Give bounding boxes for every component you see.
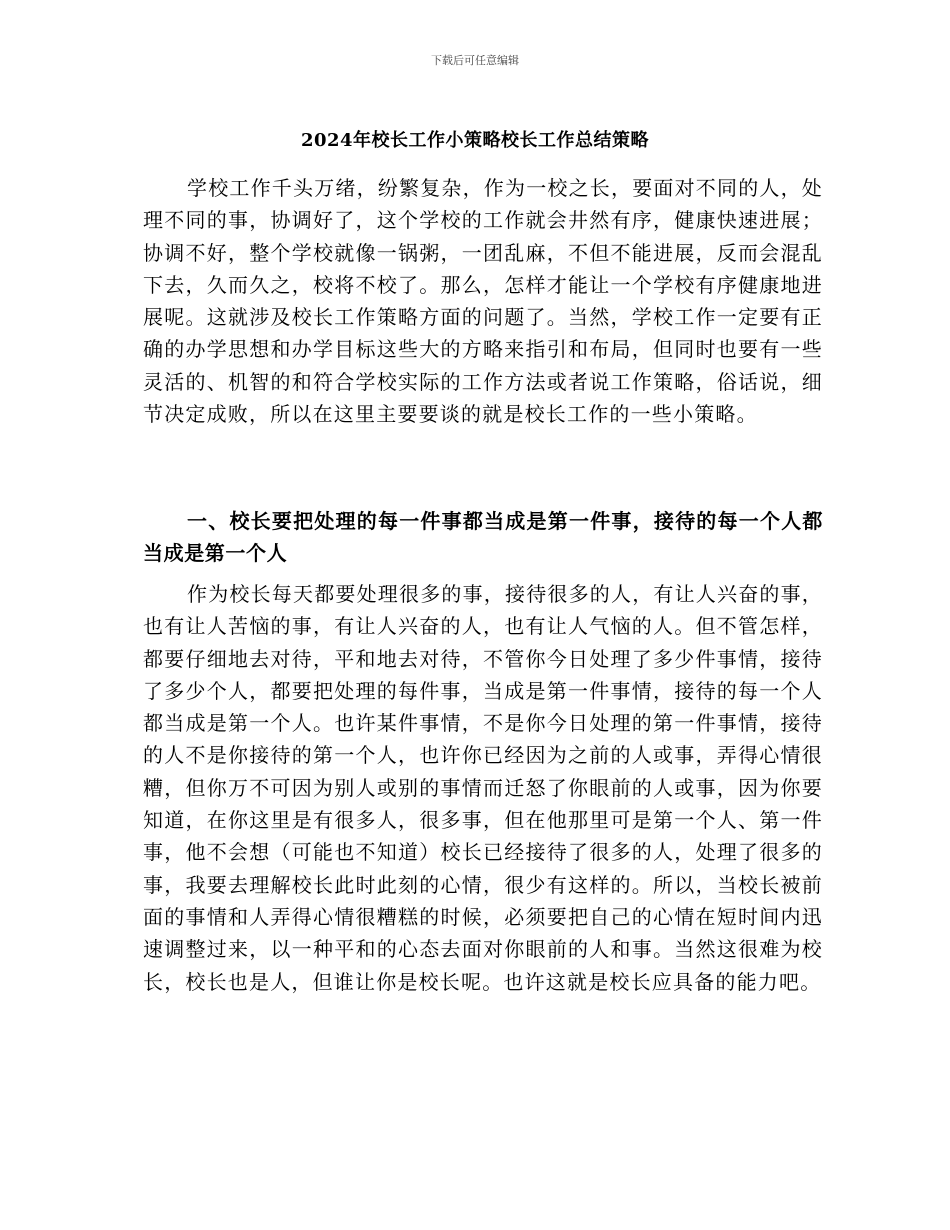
document-title: 2024年校长工作小策略校长工作总结策略: [300, 130, 650, 151]
section-heading-1: 一、校长要把处理的每一件事都当成是第一件事，接待的每一个人都当成是第一个人: [143, 509, 823, 566]
header-note: 下载后可任意编辑: [431, 54, 519, 67]
intro-paragraph: 学校工作千头万绪，纷繁复杂，作为一校之长，要面对不同的人，处理不同的事，协调好了，这个学校的工作就会井然有序，健康快速进展；协调不好，整个学校就像一锅粥，一团乱麻，不但不能进展，反而会混乱下去，久而久之，校将不校了。那么，怎样才能让一个学校有序健康地进展呢。这就涉及校长工作策略方面的问题了。当然，学校工作一定要有正确的办学思想和办学目标这些大的方略来指引和布局，但同时也要有一些灵活的、机智的和符合学校实际的工作方法或者说工作策略，俗话说，细节决定成败，所以在这里主要要谈的就是校长工作的一些小策略。: [143, 176, 823, 427]
section-1-paragraph: 作为校长每天都要处理很多的事，接待很多的人，有让人兴奋的事，也有让人苦恼的事，有让人兴奋的人，也有让人气恼的人。但不管怎样，都要仔细地去对待，平和地去对待，不管你今日处理了多少件事情，接待了多少个人，都要把处理的每件事，当成是第一件事情，接待的每一个人都当成是第一个人。也许某件事情，不是你今日处理的第一件事情，接待的人不是你接待的第一个人，也许你已经因为之前的人或事，弄得心情很糟，但你万不可因为别人或别的事情而迁怒了你眼前的人或事，因为你要知道，在你这里是有很多人，很多事，但在他那里可是第一个人、第一件事，他不会想（可能也不知道）校长已经接待了很多的人，处理了很多的事，我要去理解校长此时此刻的心情，很少有这样的。所以，当校长被前面的事情和人弄得心情很糟糕的时候，必须要把自己的心情在短时间内迅速调整过来，以一种平和的心态去面对你眼前的人和事。当然这很难为校长，校长也是人，但谁让你是校长呢。也许这就是校长应具备的能力吧。: [143, 582, 823, 994]
